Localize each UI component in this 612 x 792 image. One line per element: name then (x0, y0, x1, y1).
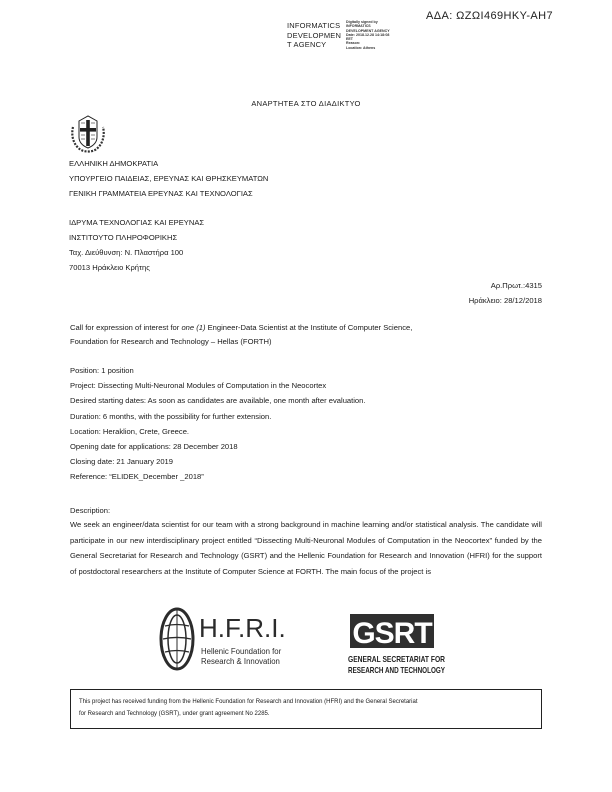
gsrt-line-1: GENERAL SECRETARIAT FOR (348, 655, 446, 664)
funding-line: This project has received funding from the Hellenic Foundation for Research and Innovation (HFRI) and the General Secretariat (79, 699, 418, 705)
detail-line: Duration: 6 months, with the possibility for further extension. (70, 411, 272, 421)
detail-line: Desired starting dates: As soon as candidates are available, one month after evaluation. (70, 396, 366, 406)
detail-line: Closing date: 21 January 2019 (70, 457, 174, 467)
detail-line: Reference: “ELIDEK_December _2018” (70, 472, 204, 482)
call-title-line (70, 321, 542, 335)
hfri-logo (155, 604, 285, 674)
agency-title-line: DEVELOPMEN (287, 30, 342, 40)
protocol-number: Αρ.Πρωτ.:4315 (490, 281, 542, 290)
call-suffix: Engineer-Data Scientist at the Institute of Computer Science, (205, 323, 413, 332)
detail-line: Position: 1 position (70, 366, 134, 375)
agency-title-line: T AGENCY (287, 40, 327, 49)
reference-block (469, 278, 542, 308)
funding-line: for Research and Technology (GSRT), under grant agreement No 2285. (79, 711, 270, 717)
description-text: We seek an engineer/data scientist for our team with a strong background in machine learning and/or statistical analysis. The candidate will participate in our new interdisciplinary project entitled “Dissecting Multi-Neuronal Modules of Computation in the Neocortex” funded by the General Secretariat for Research and Technology (GSRT) and the Hellenic Foundation for Research and Innovation (HFRI) for the support of postdoctoral researchers at the Institute of Computer Science at FORTH. The main focus of the project is (70, 520, 542, 576)
detail-line: Project: Dissecting Multi-Neuronal Modules of Computation in the Neocortex (70, 381, 327, 391)
detail-line: Location: Heraklion, Crete, Greece. (70, 426, 190, 436)
signature-line: Reason: (346, 41, 361, 46)
ada-code: ΑΔΑ: ΩΖΩΙ469ΗΚΥ-ΑΗ7 (426, 10, 553, 22)
institution-line: Ταχ. Διεύθυνση: Ν. Πλαστήρα 100 (69, 248, 184, 257)
hfri-line-1: Hellenic Foundation for (201, 647, 282, 656)
agency-title (287, 21, 347, 50)
hfri-line-2: Research & Innovation (201, 657, 280, 666)
gsrt-logo (347, 612, 447, 678)
signature-line: EET (346, 37, 353, 42)
institution-line: ΙΝΣΤΙΤΟΥΤΟ ΠΛΗΡΟΦΟΡΙΚΗΣ (69, 233, 178, 242)
agency-title-line: INFORMATICS (287, 21, 341, 30)
digital-signature (346, 20, 418, 50)
gsrt-line-2: RESEARCH AND TECHNOLOGY (348, 666, 446, 675)
government-line: ΕΛΛΗΝΙΚΗ ΔΗΜΟΚΡΑΤΙΑ (69, 159, 159, 168)
signature-line: DEVELOPMENT AGENCY (346, 28, 390, 33)
detail-line: Opening date for applications: 28 December 2018 (70, 442, 238, 452)
description-label: Description: (70, 506, 111, 515)
signature-line: Location: Athens (346, 45, 376, 50)
signature-line: INFORMATICS (346, 24, 371, 29)
call-title (70, 321, 542, 349)
position-details (70, 363, 542, 485)
funding-notice (70, 689, 542, 729)
posted-notice: ΑΝΑΡΤΗΤΕΑ ΣΤΟ ΔΙΑΔΙΚΤΥΟ (251, 99, 361, 108)
government-line: ΥΠΟΥΡΓΕΙΟ ΠΑΙΔΕΙΑΣ, ΕΡΕΥΝΑΣ ΚΑΙ ΘΡΗΣΚΕΥΜΑΤΩΝ (69, 174, 269, 183)
institution-line: ΙΔΡΥΜΑ ΤΕΧΝΟΛΟΓΙΑΣ ΚΑΙ ΕΡΕΥΝΑΣ (69, 218, 205, 227)
gsrt-mark: GSRT (352, 617, 432, 650)
institution-header (69, 215, 204, 275)
hfri-name: H.F.R.I. (199, 613, 286, 643)
institution-line: 70013 Ηράκλειο Κρήτης (69, 263, 150, 272)
signature-line: Digitally signed by (346, 20, 378, 24)
government-header (69, 156, 268, 201)
call-prefix: Call for expression of interest for (70, 323, 182, 332)
document-date: Ηράκλειο: 28/12/2018 (468, 296, 542, 305)
signature-line: Date: 2018.12.28 14:18:08 (346, 32, 390, 37)
call-title-line: Foundation for Research and Technology – Hellas (FORTH) (70, 337, 272, 346)
hfri-emblem-icon (161, 609, 193, 669)
call-emphasis: one (1) (181, 323, 206, 332)
government-line: ΓΕΝΙΚΗ ΓΡΑΜΜΑΤΕΙΑ ΕΡΕΥΝΑΣ ΚΑΙ ΤΕΧΝΟΛΟΓΙΑΣ (69, 189, 253, 198)
greek-emblem-icon (69, 113, 107, 153)
